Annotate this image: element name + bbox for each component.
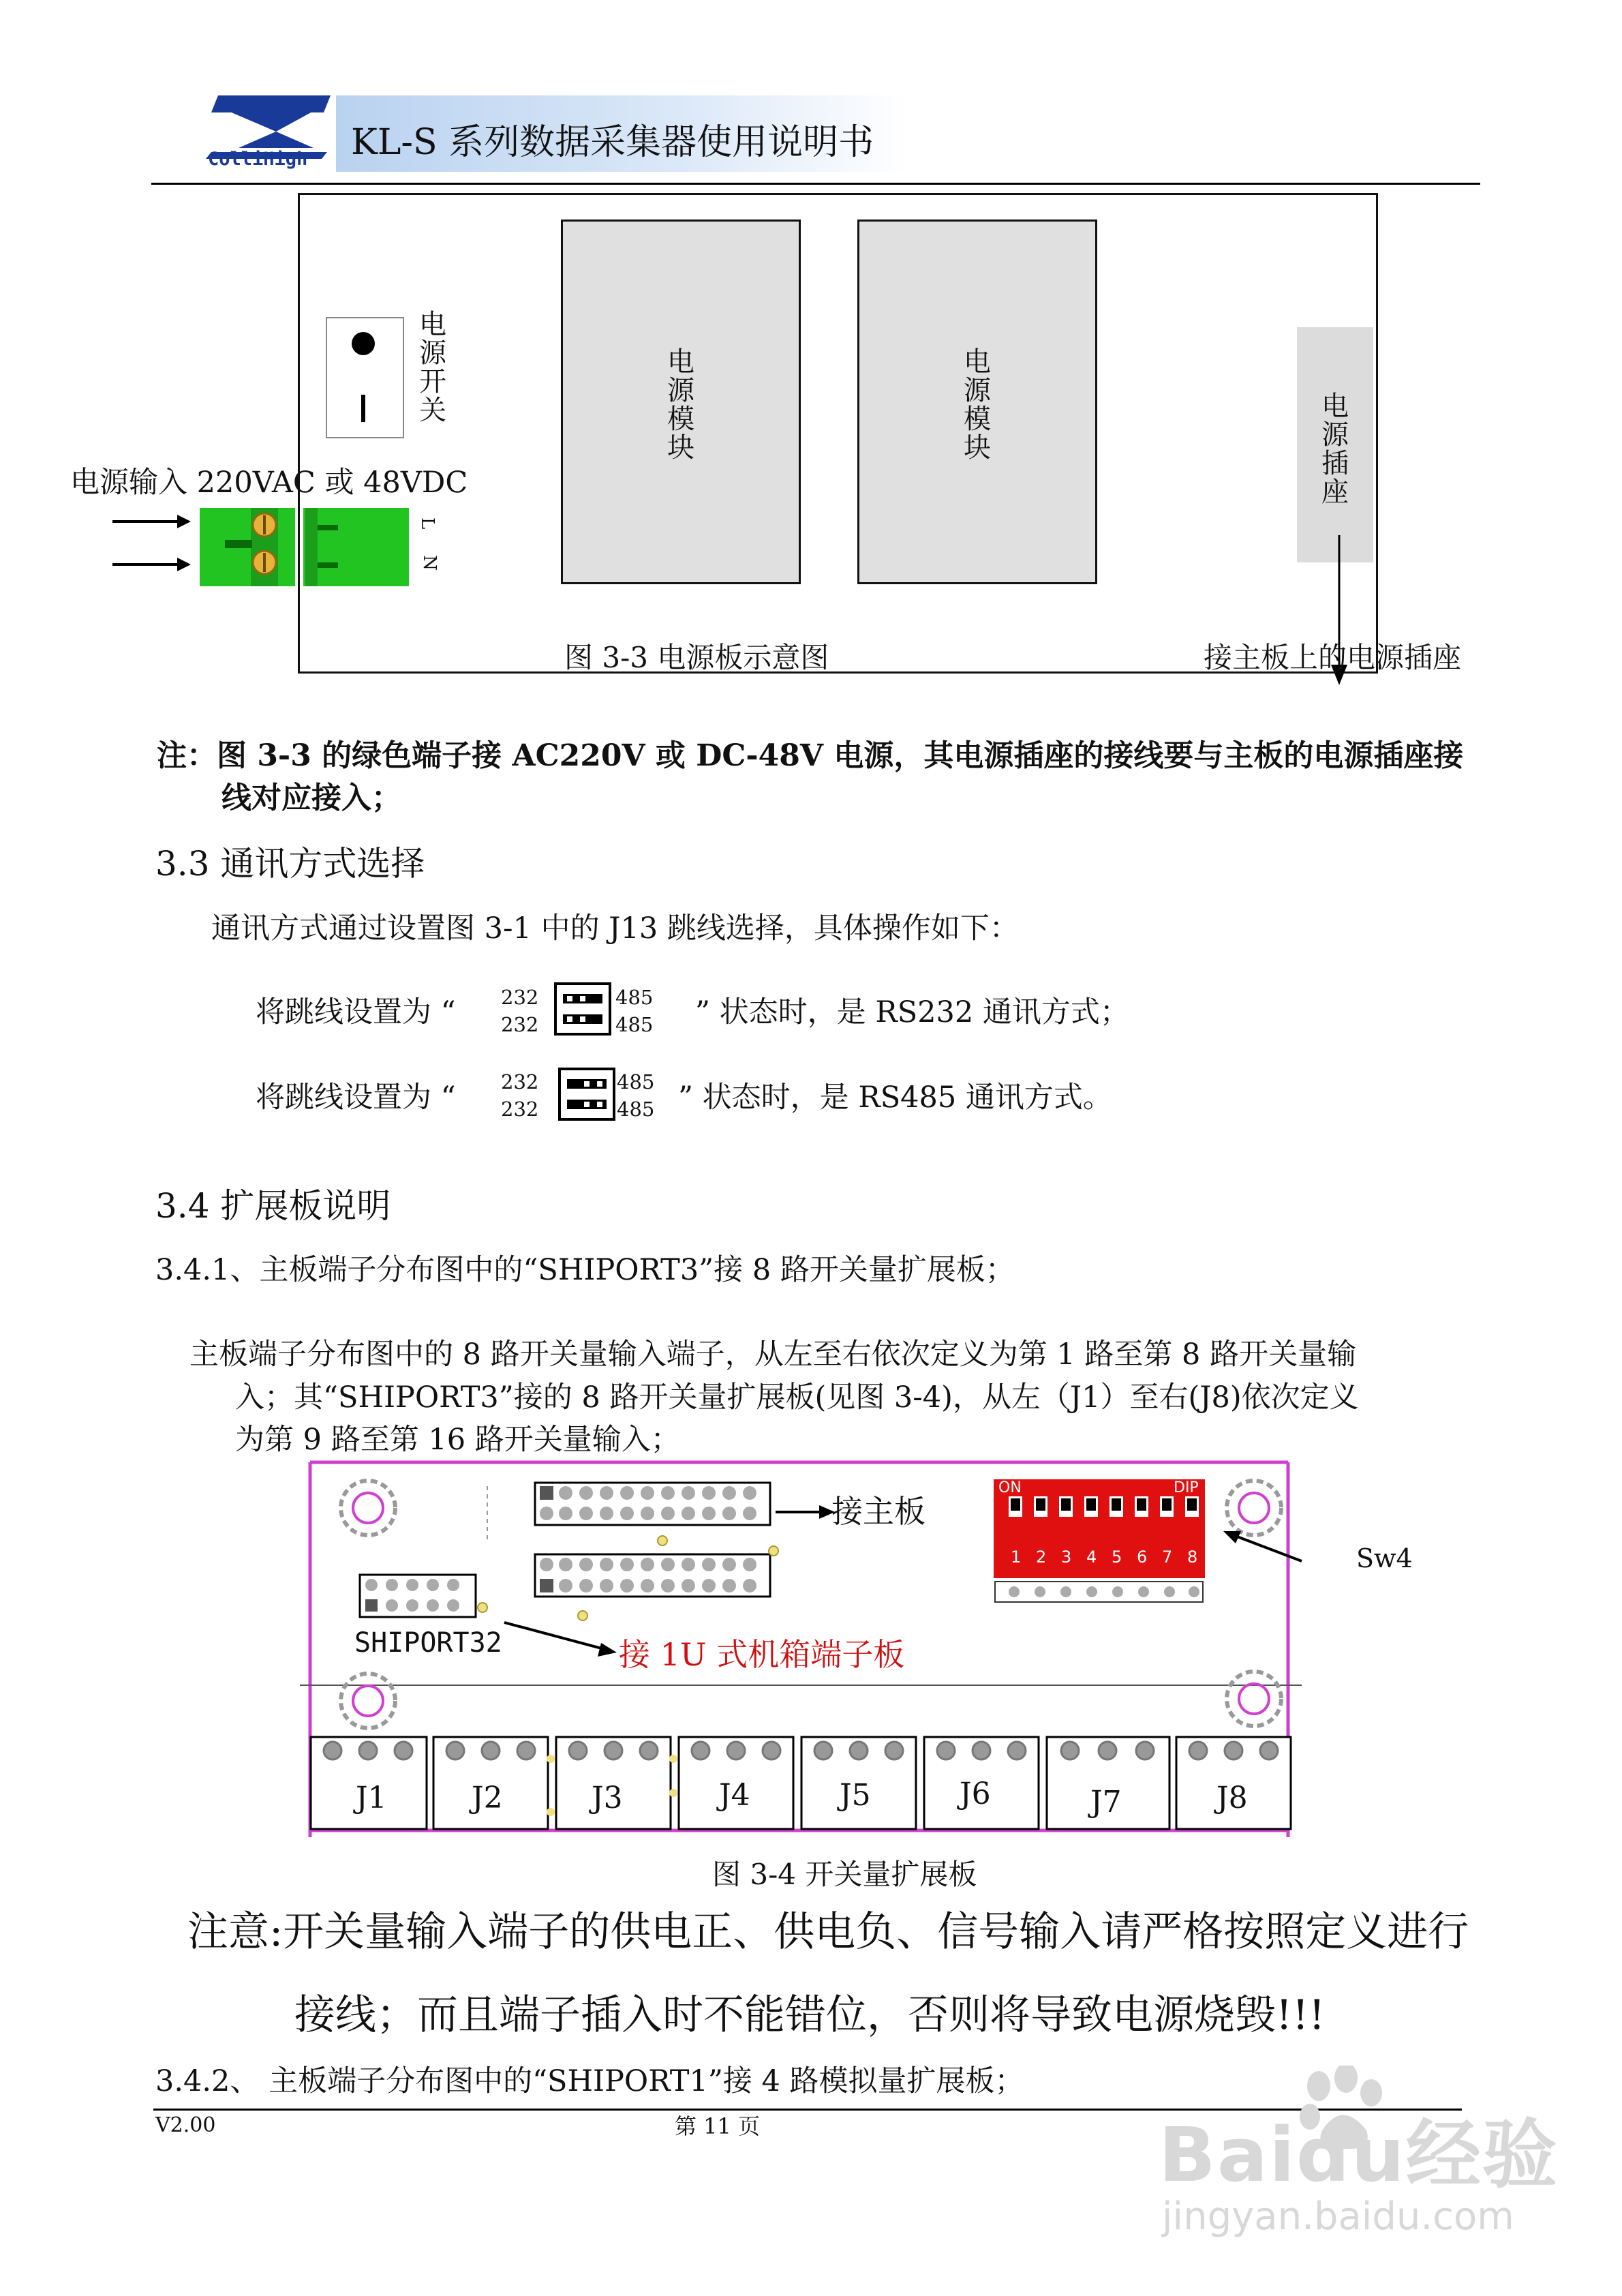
document-title: KL-S 系列数据采集器使用说明书 bbox=[351, 122, 874, 163]
section33-heading: 3.3 通讯方式选择 bbox=[155, 844, 425, 883]
input-arrows bbox=[109, 504, 198, 579]
jumper-row2-right-bottom: 485 bbox=[617, 1098, 655, 1121]
jumper-row1-right-bottom: 485 bbox=[615, 1013, 654, 1036]
dip-number: 4 bbox=[1086, 1547, 1097, 1567]
section34-para-line2: 入；其“SHIPORT3”接的 8 路开关量扩展板(见图 3-4)，从左（J1）至右(J8)依次定义 bbox=[235, 1380, 1359, 1415]
sw4-label: Sw4 bbox=[1356, 1543, 1413, 1573]
switch-bar-icon bbox=[361, 395, 365, 422]
power-socket bbox=[1297, 327, 1373, 562]
watermark-url: jingyan.baidu.com bbox=[1162, 2194, 1514, 2239]
section34-para-line3: 为第 9 路至第 16 路开关量输入； bbox=[235, 1423, 680, 1457]
section34-heading: 3.4 扩展板说明 bbox=[155, 1186, 391, 1226]
watermark-brand: Baidu经验 bbox=[1159, 2111, 1559, 2199]
jumper-row2-left-top: 232 bbox=[501, 1070, 539, 1093]
fig34-caption: 图 3-4 开关量扩展板 bbox=[712, 1858, 977, 1891]
fig33-caption: 图 3-3 电源板示意图 bbox=[564, 641, 829, 674]
dip-number: 8 bbox=[1187, 1547, 1198, 1567]
dip-number: 6 bbox=[1137, 1547, 1148, 1567]
jumper-rs485-icon bbox=[557, 1067, 617, 1123]
dip-on-label: ON bbox=[998, 1479, 1022, 1496]
terminal-j2-label: J2 bbox=[472, 1781, 503, 1815]
terminal-label-l: L bbox=[417, 517, 438, 530]
terminal-j6-label: J6 bbox=[960, 1777, 991, 1811]
warning-line2: 接线；而且端子插入时不能错位，否则将导致电源烧毁!!! bbox=[294, 1991, 1326, 2039]
power-switch-label: 电 源 开 关 bbox=[419, 309, 446, 426]
jumper-row2-left-bottom: 232 bbox=[501, 1098, 539, 1121]
connect-main-board-label: 接主板 bbox=[831, 1493, 925, 1530]
section341-heading: 3.4.1、主板端子分布图中的“SHIPORT3”接 8 路开关量扩展板； bbox=[155, 1253, 1015, 1287]
dip-number: 1 bbox=[1011, 1547, 1022, 1567]
jumper-row2-right-top: 485 bbox=[617, 1070, 655, 1093]
power-switch bbox=[326, 317, 404, 438]
dip-number: 3 bbox=[1061, 1547, 1072, 1567]
section34-para-line1: 主板端子分布图中的 8 路开关量输入端子，从左至右依次定义为第 1 路至第 8 路开关量输 bbox=[189, 1338, 1357, 1372]
note1-line1: 注：图 3-3 的绿色端子接 AC220V 或 DC-48V 电源，其电源插座的接线要与主板的电源插座接 bbox=[157, 738, 1464, 773]
power-board-outline bbox=[298, 193, 1378, 674]
terminal-j5-label: J5 bbox=[840, 1778, 871, 1813]
power-input-label: 电源输入 220VAC 或 48VDC bbox=[70, 466, 468, 500]
footer-version: V2.00 bbox=[155, 2113, 216, 2137]
power-module-2 bbox=[857, 220, 1097, 584]
power-module-2-label: 电 源 模 块 bbox=[964, 346, 991, 464]
jumper-row1-left-bottom: 232 bbox=[501, 1013, 539, 1036]
dip-number: 7 bbox=[1162, 1547, 1173, 1567]
terminal-j7-label: J7 bbox=[1090, 1785, 1122, 1819]
terminal-j1-label: J1 bbox=[356, 1781, 387, 1815]
warning-line1: 注意:开关量输入端子的供电正、供电负、信号输入请严格按照定义进行 bbox=[187, 1908, 1469, 1956]
power-module-1-label: 电 源 模 块 bbox=[667, 346, 694, 464]
main-socket-label: 接主板上的电源插座 bbox=[1204, 641, 1462, 674]
terminal-label-n: N bbox=[418, 555, 440, 571]
jumper-row1-suffix: ” 状态时，是 RS232 通讯方式； bbox=[695, 995, 1129, 1029]
header-rule bbox=[151, 183, 1480, 185]
dip-dip-label: DIP bbox=[1174, 1479, 1199, 1496]
power-socket-label: 电 源 插 座 bbox=[1321, 391, 1349, 508]
jumper-row2-prefix: 将跳线设置为 “ bbox=[256, 1081, 456, 1115]
green-terminal-block bbox=[198, 504, 416, 590]
jumper-row2-suffix: ” 状态时，是 RS485 通讯方式。 bbox=[678, 1081, 1112, 1115]
note1-line2: 线对应接入； bbox=[221, 781, 401, 815]
shiport32-label: SHIPORT32 bbox=[354, 1627, 502, 1659]
terminal-j8-label: J8 bbox=[1216, 1781, 1248, 1815]
jumper-row1-left-top: 232 bbox=[501, 986, 539, 1009]
connect-1u-label: 接 1U 式机箱端子板 bbox=[619, 1636, 905, 1673]
switch-dot-icon bbox=[352, 332, 375, 355]
jumper-row1-prefix: 将跳线设置为 “ bbox=[256, 995, 456, 1029]
jumper-row1-right-top: 485 bbox=[615, 986, 654, 1009]
dip-number: 5 bbox=[1112, 1547, 1122, 1567]
terminal-j3-label: J3 bbox=[592, 1781, 623, 1815]
terminal-j4-label: J4 bbox=[719, 1778, 750, 1813]
dip-number: 2 bbox=[1036, 1547, 1047, 1567]
logo-text: ColliHigh bbox=[208, 149, 308, 170]
jumper-rs232-icon bbox=[553, 982, 613, 1038]
power-module-1 bbox=[561, 220, 801, 584]
section33-intro: 通讯方式通过设置图 3-1 中的 J13 跳线选择，具体操作如下： bbox=[211, 911, 1019, 946]
section342-heading: 3.4.2、 主板端子分布图中的“SHIPORT1”接 4 路模拟量扩展板； bbox=[155, 2064, 1024, 2098]
footer-page-number: 第 11 页 bbox=[675, 2113, 761, 2139]
